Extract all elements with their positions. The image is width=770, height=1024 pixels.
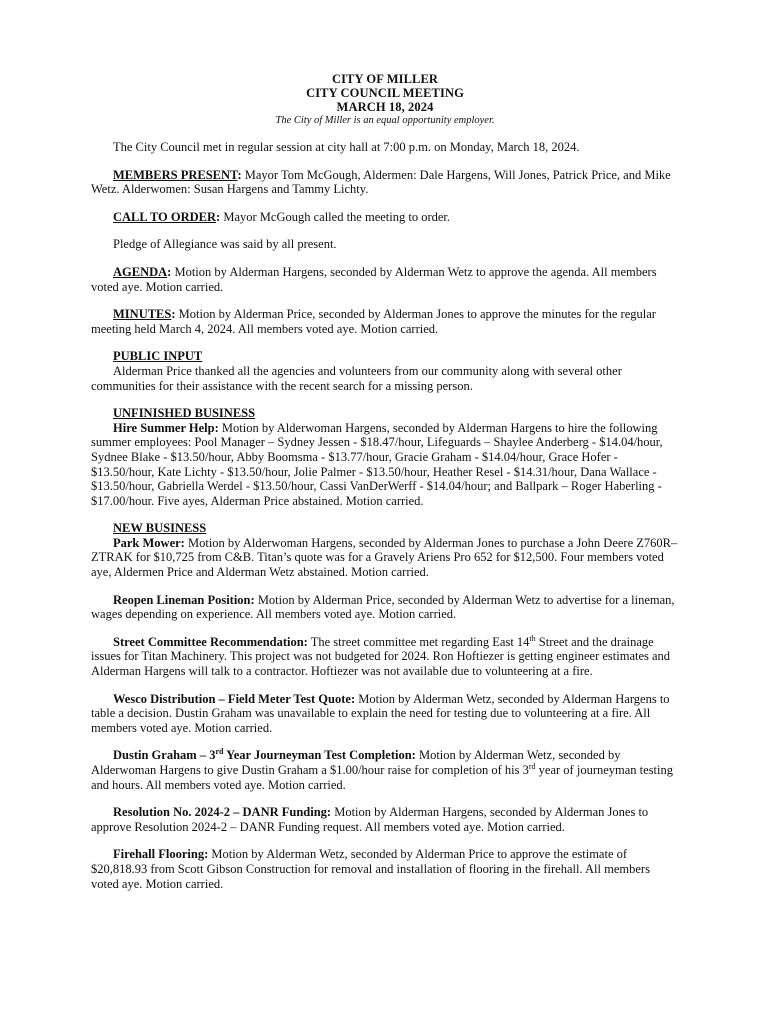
resolution-text: Motion by Alderman Hargens, seconded by Alderman Jones to approve Resolution 2024-2 – DANR Funding request. All members voted aye. Motion carried.	[91, 805, 649, 834]
unfinished-business-heading: UNFINISHED BUSINESS	[113, 406, 256, 421]
intro-text: The City Council met in regular session at city hall at 7:00 p.m. on Monday, March 18, 2024.	[113, 140, 580, 154]
resolution-item	[91, 805, 679, 834]
new-business-heading: NEW BUSINESS	[113, 521, 207, 536]
document-header	[0, 72, 770, 128]
agenda-text: Motion by Alderman Hargens, seconded by Alderman Wetz to approve the agenda. All members voted aye. Motion carried.	[91, 264, 657, 294]
lineman-text: Motion by Alderman Price, seconded by Alderman Wetz to advertise for a lineman, wages depending on experience. All members voted aye. Motion carried.	[91, 592, 675, 622]
park-mower-text: Motion by Alderwoman Hargens, seconded by Alderman Jones to purchase a John Deere Z760R–ZTRAK for $10,725 from C&B. Titan’s quote was for a Gravely Ariens Pro 652 for $12,500. Four members voted aye, Aldermen Price and Alderman Wetz abstained. Motion carried.	[91, 535, 678, 580]
agenda-heading: AGENDA	[113, 264, 168, 279]
members-present-heading: MEMBERS PRESENT	[113, 167, 238, 182]
minutes-text: Motion by Alderman Price, seconded by Alderman Jones to approve the minutes for the regular meeting held March 4, 2024. All members voted aye. Motion carried.	[91, 307, 656, 336]
meeting-date: MARCH 18, 2024	[336, 100, 434, 114]
members-present-paragraph: MEMBERS PRESENT: Mayor Tom McGough, Aldermen: Dale Hargens, Will Jones, Patrick Price, and Mike Wetz. Alderwomen: Susan Hargens and Tammy Lichty.	[91, 167, 671, 197]
new-business-section	[91, 521, 679, 579]
dustin-graham-item	[91, 748, 679, 792]
wesco-item	[91, 692, 679, 736]
public-input-section	[91, 349, 679, 393]
hire-summer-help-item	[91, 421, 679, 509]
call-to-order-paragraph: CALL TO ORDER: Mayor McGough called the meeting to order.	[113, 209, 451, 224]
wesco-label: Wesco Distribution – Field Meter Test Quote:	[113, 691, 356, 706]
park-mower-item	[91, 536, 679, 580]
firehall-flooring-text: Motion by Alderman Wetz, seconded by Alderman Price to approve the estimate of $20,818.93 from Scott Gibson Construction for removal and installation of flooring in the firehall. All members voted aye. Motion carried.	[91, 847, 650, 891]
members-present-text: Mayor Tom McGough, Aldermen: Dale Hargens, Will Jones, Patrick Price, and Mike Wetz. Alderwomen: Susan Hargens and Tammy Lichty.	[91, 167, 671, 197]
wesco-text: Motion by Alderman Wetz, seconded by Alderman Hargens to table a decision. Dustin Graham was unavailable to explain the need for testing due to volunteering at a fire. All members voted aye. Motion carried.	[91, 691, 670, 735]
dustin-graham-label	[113, 748, 416, 762]
street-committee-label: Street Committee Recommendation:	[113, 634, 308, 649]
street-committee-item	[91, 635, 679, 679]
agenda-paragraph: AGENDA: Motion by Alderman Hargens, seconded by Alderman Wetz to approve the agenda. All members voted aye. Motion carried.	[91, 264, 657, 294]
call-to-order-text: Mayor McGough called the meeting to order.	[220, 209, 451, 224]
street-committee-text-a: The street committee met regarding East 14	[307, 634, 530, 649]
dustin-text-a: Motion by Alderman Wetz, seconded by Alderwoman Hargens to give Dustin Graham a $1.00/hour raise for completion of his 3	[91, 748, 621, 777]
public-input-heading: PUBLIC INPUT	[113, 349, 203, 364]
dustin-label-a: Dustin Graham – 3	[113, 748, 216, 763]
pledge-text: Pledge of Allegiance was said by all present.	[113, 237, 337, 252]
minutes-paragraph: MINUTES: Motion by Alderman Price, seconded by Alderman Jones to approve the minutes for the regular meeting held March 4, 2024. All members voted aye. Motion carried.	[91, 307, 656, 336]
eoe-statement: The City of Miller is an equal opportunity employer.	[275, 115, 495, 126]
dustin-label-sup: rd	[215, 747, 224, 757]
lineman-item	[91, 593, 679, 622]
resolution-label: Resolution No. 2024-2 – DANR Funding:	[113, 805, 332, 820]
street-committee-text-b: Street and the drainage issues for Titan Machinery. This project was not budgeted for 2024. Ron Hoftiezer is getting engineer estimates and Alderman Hargens will talk to a contractor. Hoftiezer was not available due to volunteering at a fire.	[91, 634, 671, 679]
minutes-body	[91, 140, 679, 904]
dustin-label-b: Year Journeyman Test Completion:	[223, 748, 416, 763]
firehall-flooring-item	[91, 847, 679, 891]
meeting-title: CITY COUNCIL MEETING	[306, 86, 464, 100]
unfinished-business-section	[91, 406, 679, 508]
park-mower-label: Park Mower:	[113, 535, 185, 550]
lineman-label: Reopen Lineman Position:	[113, 592, 255, 607]
public-input-text: Alderman Price thanked all the agencies and volunteers from our community along with several other communities for their assistance with the recent search for a missing person.	[91, 363, 622, 393]
firehall-flooring-label: Firehall Flooring:	[113, 847, 209, 862]
call-to-order-heading: CALL TO ORDER	[113, 209, 217, 224]
hire-summer-help-text: Motion by Alderwoman Hargens, seconded by Alderman Hargens to hire the following summer employees: Pool Manager – Sydney Jessen - $18.47/hour, Lifeguards – Shaylee Anderberg - $14.04/hour, Sydnee Blake - $13.50/hour, Abby Boomsma - $13.77/hour, Gracie Graham - $14.04/hour, Grace Hofer - $13.50/hour, Kate Lichty - $13.50/hour, Jolie Palmer - $13.50/hour, Heather Resel - $14.31/hour, Dana Wallace - $13.50/hour, Gabriella Werdel - $13.50/hour, Cassi VanDerWerff - $14.04/hour; and Ballpark – Roger Haberling - $17.00/hour. Five ayes, Alderman Price abstained. Motion carried.	[91, 420, 663, 508]
minutes-heading: MINUTES	[113, 307, 172, 322]
dustin-text-b: year of journeyman testing and hours. All members voted aye. Motion carried.	[91, 763, 674, 792]
pledge-paragraph	[91, 237, 679, 252]
street-committee-sup: th	[529, 633, 536, 643]
hire-summer-help-label: Hire Summer Help:	[113, 420, 219, 435]
dustin-text-sup: rd	[528, 761, 536, 771]
intro-paragraph	[91, 140, 679, 155]
city-name: CITY OF MILLER	[331, 72, 439, 86]
